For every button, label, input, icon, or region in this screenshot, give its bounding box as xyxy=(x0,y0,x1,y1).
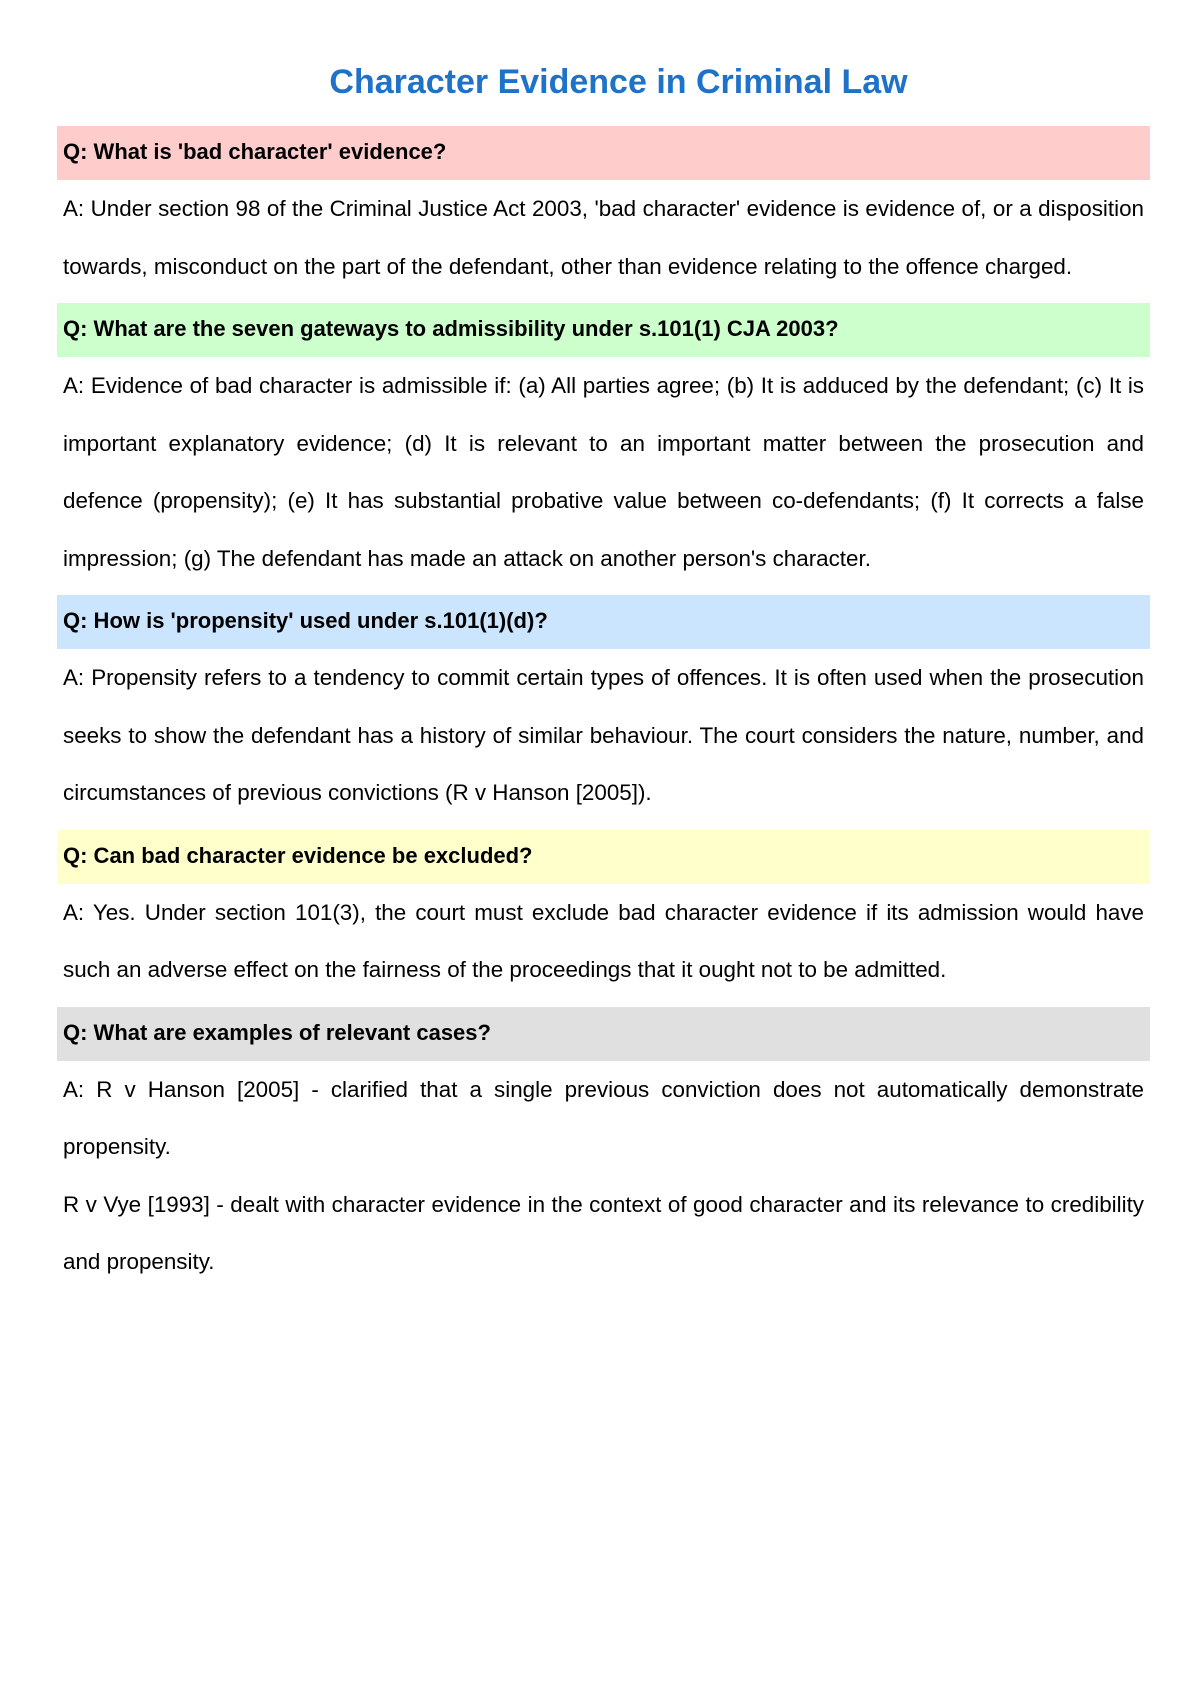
answer-3: A: Propensity refers to a tendency to commit certain types of offences. It is often used when the prosecution seeks to show the defendant has a history of similar behaviour. The court considers the nature, number, and circumstances of previous convictions (R v Hanson [2005]). xyxy=(63,665,1144,805)
answer-2: A: Evidence of bad character is admissible if: (a) All parties agree; (b) It is adduced by the defendant; (c) It is important explanatory evidence; (d) It is relevant to an important matter between the prosecution and defence (propensity); (e) It has substantial probative value between co-defendants; (f) It corrects a false impression; (g) The defendant has made an attack on another person's character. xyxy=(63,373,1144,571)
answer-4: A: Yes. Under section 101(3), the court must exclude bad character evidence if its admission would have such an adverse effect on the fairness of the proceedings that it ought not to be admitted. xyxy=(63,899,1144,982)
answer-5-line-2: R v Vye [1993] - dealt with character evidence in the context of good character and its relevance to credibility and propensity. xyxy=(63,1191,1144,1274)
question-5: Q: What are examples of relevant cases? xyxy=(57,1007,1150,1061)
question-4: Q: Can bad character evidence be excluded? xyxy=(57,830,1150,884)
page-title: Character Evidence in Criminal Law xyxy=(329,63,908,101)
answer-1: A: Under section 98 of the Criminal Justice Act 2003, 'bad character' evidence is evidence of, or a disposition towards, misconduct on the part of the defendant, other than evidence relating to the offence charged. xyxy=(63,196,1144,279)
question-1: Q: What is 'bad character' evidence? xyxy=(57,126,1150,180)
answer-5 xyxy=(57,1061,1150,1291)
document-page xyxy=(57,60,1150,1299)
answer-5-line-1: A: R v Hanson [2005] - clarified that a single previous conviction does not automatically demonstrate propensity. xyxy=(63,1076,1144,1159)
question-2: Q: What are the seven gateways to admissibility under s.101(1) CJA 2003? xyxy=(57,303,1150,357)
question-3: Q: How is 'propensity' used under s.101(1)(d)? xyxy=(57,595,1150,649)
